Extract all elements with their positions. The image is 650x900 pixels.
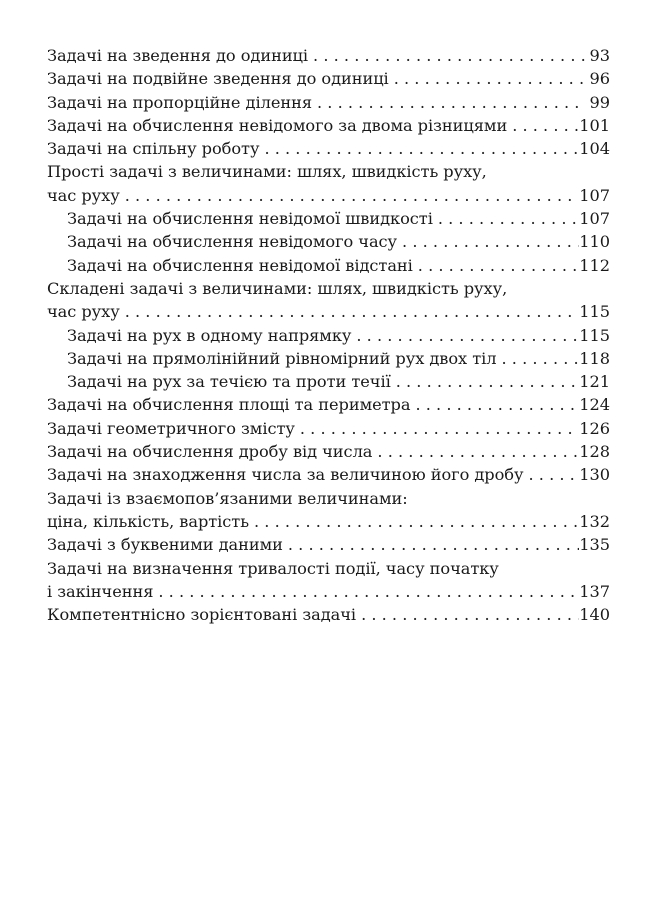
dot-leader <box>283 533 579 556</box>
dot-leader <box>413 254 579 277</box>
toc-entry-title: час руху <box>47 302 120 322</box>
toc-subentry <box>47 230 610 253</box>
toc-entry-line <box>47 487 610 510</box>
toc-page-number: 107 <box>579 185 610 205</box>
toc-entry-line <box>67 230 610 253</box>
toc-page-number: 135 <box>579 535 610 555</box>
toc-entry <box>47 603 610 626</box>
toc-entry-line <box>47 91 610 114</box>
toc-entry-line <box>67 254 610 277</box>
toc-entry-title: ціна, кількість, вартість <box>47 511 249 531</box>
toc-entry-title: Задачі на знаходження числа за величиною його дробу <box>47 465 524 485</box>
dot-leader <box>433 207 579 230</box>
toc-entry-title: Задачі геометричного змісту <box>47 418 295 438</box>
toc-entry <box>47 160 610 207</box>
toc-entry-title: Задачі на зведення до одиниці <box>47 46 309 65</box>
toc-entry-title: Задачі на обчислення невідомого за двома різницями <box>47 115 508 135</box>
toc-entry-line <box>67 207 610 230</box>
toc-page-number: 118 <box>579 348 610 368</box>
toc-page-number: 121 <box>579 372 610 392</box>
toc-entry <box>47 44 610 67</box>
toc-entry-title: Задачі на спільну роботу <box>47 139 260 159</box>
toc-entry-line <box>47 510 610 533</box>
toc-entry <box>47 393 610 416</box>
toc-entry-line <box>47 137 610 160</box>
toc-entry-line <box>47 463 610 486</box>
toc-entry-line <box>47 277 610 300</box>
toc-entry-line <box>47 417 610 440</box>
toc-entry-title: Задачі на рух за течією та проти течії <box>67 372 391 392</box>
toc-entry <box>47 557 610 604</box>
toc-entry-title: Задачі на обчислення невідомої швидкості <box>67 209 433 229</box>
toc-entry-line <box>47 580 610 603</box>
toc-entry <box>47 533 610 556</box>
toc-entry-title: Задачі на обчислення площі та периметра <box>47 395 411 415</box>
dot-leader <box>153 580 579 603</box>
toc-entry-line <box>47 67 610 90</box>
toc-page-number: 115 <box>579 302 610 322</box>
dot-leader <box>372 440 579 463</box>
toc-page-number: 101 <box>579 115 610 135</box>
toc-page-number: 115 <box>579 325 610 345</box>
toc-entry <box>47 91 610 114</box>
toc-page-number: 130 <box>579 465 610 485</box>
toc-page-number: 99 <box>589 92 610 112</box>
toc-page-number: 112 <box>579 255 610 275</box>
toc-entry-line <box>67 324 610 347</box>
toc-page-number: 93 <box>589 46 610 65</box>
toc-page-number: 124 <box>579 395 610 415</box>
toc-entry-line <box>47 114 610 137</box>
toc-entry-line <box>47 440 610 463</box>
toc-entry-title: Задачі на подвійне зведення до одиниці <box>47 69 389 89</box>
toc-entry <box>47 114 610 137</box>
toc-entry-title: час руху <box>47 185 120 205</box>
dot-leader <box>497 347 580 370</box>
toc-entry-line <box>47 44 610 67</box>
toc-entry-title: Задачі із взаємопов’язаними величинами: <box>47 488 408 508</box>
toc-page-number: 104 <box>579 139 610 159</box>
toc-entry-line <box>47 160 610 183</box>
toc-subentry <box>47 324 610 347</box>
dot-leader <box>259 137 579 160</box>
toc-page-number: 128 <box>579 442 610 462</box>
toc-entry-title: Прості задачі з величинами: шлях, швидкість руху, <box>47 162 487 182</box>
toc-subentry <box>47 254 610 277</box>
toc-entry-line <box>47 603 610 626</box>
dot-leader <box>523 463 579 486</box>
toc-entry <box>47 417 610 440</box>
dot-leader <box>391 370 580 393</box>
toc-entry-title: Задачі з буквеними даними <box>47 535 283 555</box>
toc-entry-title: Задачі на пропорційне ділення <box>47 92 312 112</box>
dot-leader <box>389 67 586 90</box>
toc-entry-line <box>67 347 610 370</box>
toc-entry-line <box>47 533 610 556</box>
toc-entry-title: Задачі на обчислення невідомого часу <box>67 232 398 252</box>
toc-entry-title: Компетентнісно зорієнтовані задачі <box>47 605 357 625</box>
toc-entry <box>47 67 610 90</box>
toc-entry-line <box>67 370 610 393</box>
toc-page-number: 140 <box>579 605 610 625</box>
table-of-contents <box>47 44 610 626</box>
dot-leader <box>351 324 579 347</box>
dot-leader <box>397 230 579 253</box>
toc-subentry <box>47 347 610 370</box>
toc-entry-title: Задачі на обчислення невідомої відстані <box>67 255 413 275</box>
toc-entry-line <box>47 557 610 580</box>
toc-page-number: 96 <box>589 69 610 89</box>
toc-entry <box>47 463 610 486</box>
toc-page-number: 126 <box>579 418 610 438</box>
toc-subentry <box>47 207 610 230</box>
toc-subentry <box>47 370 610 393</box>
toc-entry-title: Задачі на обчислення дробу від числа <box>47 442 373 462</box>
toc-entry-line <box>47 300 610 323</box>
dot-leader <box>308 44 586 67</box>
toc-page-number: 137 <box>579 581 610 601</box>
dot-leader <box>120 300 580 323</box>
toc-page-number: 107 <box>579 209 610 229</box>
dot-leader <box>312 91 586 114</box>
toc-entry <box>47 137 610 160</box>
toc-entry <box>47 440 610 463</box>
toc-entry-title: і закінчення <box>47 581 154 601</box>
dot-leader <box>410 393 579 416</box>
dot-leader <box>249 510 579 533</box>
toc-entry <box>47 487 610 534</box>
toc-entry-title: Задачі на рух в одному напрямку <box>67 325 352 345</box>
dot-leader <box>507 114 579 137</box>
toc-entry-line <box>47 184 610 207</box>
toc-entry-title: Задачі на визначення тривалості події, часу початку <box>47 558 499 578</box>
dot-leader <box>356 603 579 626</box>
toc-entry <box>47 277 610 324</box>
toc-page-number: 110 <box>579 232 610 252</box>
toc-entry-title: Задачі на прямолінійний рівномірний рух двох тіл <box>67 348 497 368</box>
dot-leader <box>120 184 580 207</box>
toc-entry-title: Складені задачі з величинами: шлях, швидкість руху, <box>47 278 508 298</box>
dot-leader <box>295 417 579 440</box>
toc-entry-line <box>47 393 610 416</box>
toc-page-number: 132 <box>579 511 610 531</box>
